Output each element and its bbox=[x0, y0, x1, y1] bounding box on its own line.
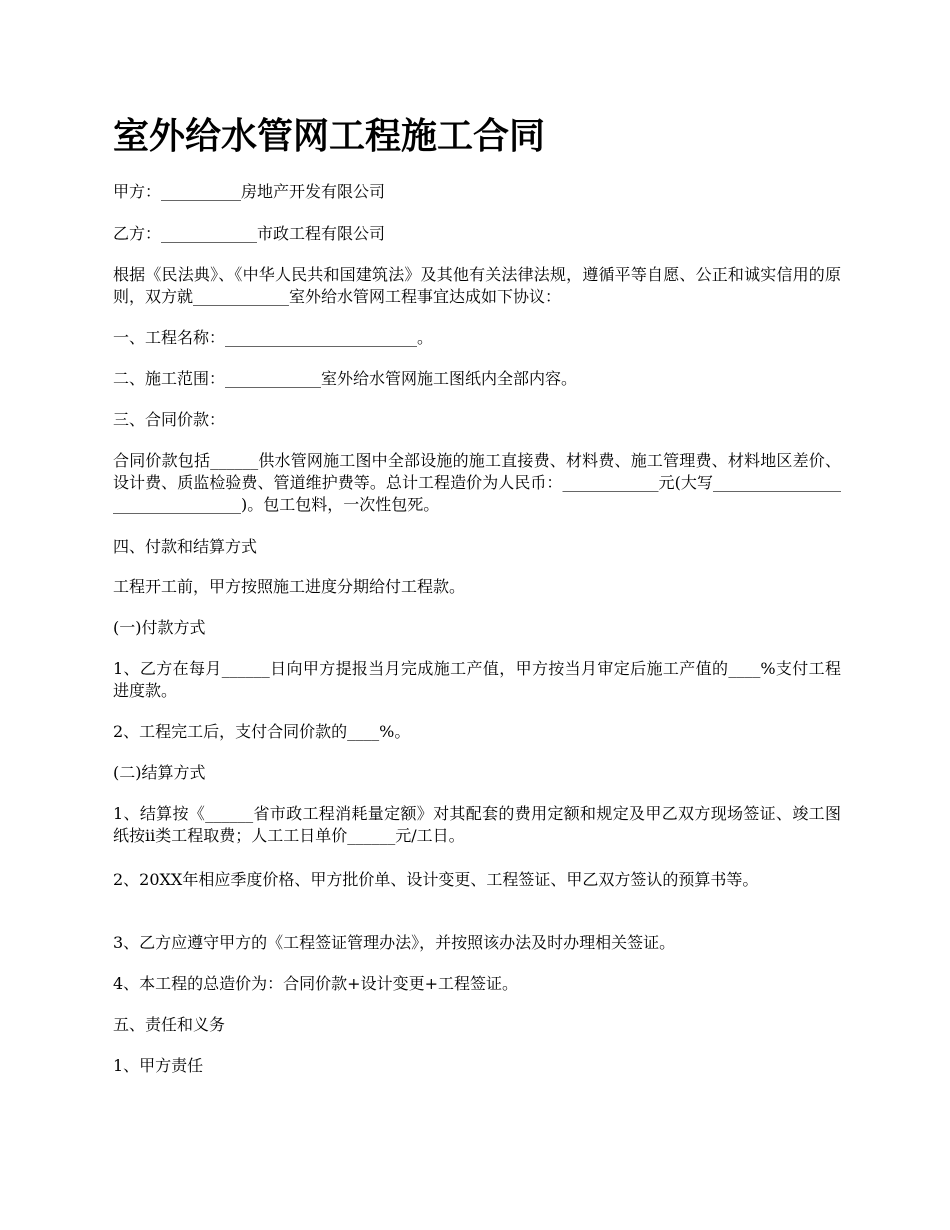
payment-item-1: 1、乙方在每月______日向甲方提报当月完成施工产值，甲方按当月审定后施工产值的____%支付工程进度款。 bbox=[113, 659, 841, 700]
document-title: 室外给水管网工程施工合同 bbox=[113, 115, 546, 157]
section-heading-payment: 四、付款和结算方式 bbox=[113, 537, 258, 556]
preamble-paragraph: 根据《民法典》、《中华人民共和国建筑法》及其他有关法律法规，遵循平等自愿、公正和诚实信用的原则，双方就____________室外给水管网工程事宜达成如下协议： bbox=[113, 265, 841, 306]
payment-intro-paragraph: 工程开工前，甲方按照施工进度分期给付工程款。 bbox=[113, 577, 466, 596]
settlement-item-1: 1、结算按《______省市政工程消耗量定额》对其配套的费用定额和规定及甲乙双方现场签证、竣工图纸按ⅱ类工程取费；人工工日单价______元/工日。 bbox=[113, 804, 841, 845]
settlement-item-2: 2、20XX年相应季度价格、甲方批价单、设计变更、工程签证、甲乙双方签认的预算书等。 bbox=[113, 870, 759, 889]
party-b-line: 乙方：____________市政工程有限公司 bbox=[113, 224, 386, 243]
settlement-item-4: 4、本工程的总造价为：合同价款+设计变更+工程签证。 bbox=[113, 974, 518, 993]
payment-item-2: 2、工程完工后，支付合同价款的____%。 bbox=[113, 722, 411, 741]
scope-clause: 二、施工范围：____________室外给水管网施工图纸内全部内容。 bbox=[113, 369, 578, 388]
settlement-item-3: 3、乙方应遵守甲方的《工程签证管理办法》，并按照该办法及时办理相关签证。 bbox=[113, 933, 676, 952]
party-a-line: 甲方：__________房地产开发有限公司 bbox=[113, 182, 386, 201]
subheading-payment-method: (一)付款方式 bbox=[113, 618, 206, 637]
section-heading-contract-price: 三、合同价款： bbox=[113, 410, 226, 429]
section-heading-responsibilities: 五、责任和义务 bbox=[113, 1015, 226, 1034]
project-name-clause: 一、工程名称：________________________。 bbox=[113, 328, 434, 347]
party-a-responsibility-heading: 1、甲方责任 bbox=[113, 1056, 204, 1075]
contract-price-paragraph: 合同价款包括______供水管网施工图中全部设施的施工直接费、材料费、施工管理费、材料地区差价、设计费、质监检验费、管道维护费等。总计工程造价为人民币：____________元(大写________________________________)。包工包料，一次性包死。 bbox=[113, 451, 841, 514]
subheading-settlement-method: (二)结算方式 bbox=[113, 763, 206, 782]
